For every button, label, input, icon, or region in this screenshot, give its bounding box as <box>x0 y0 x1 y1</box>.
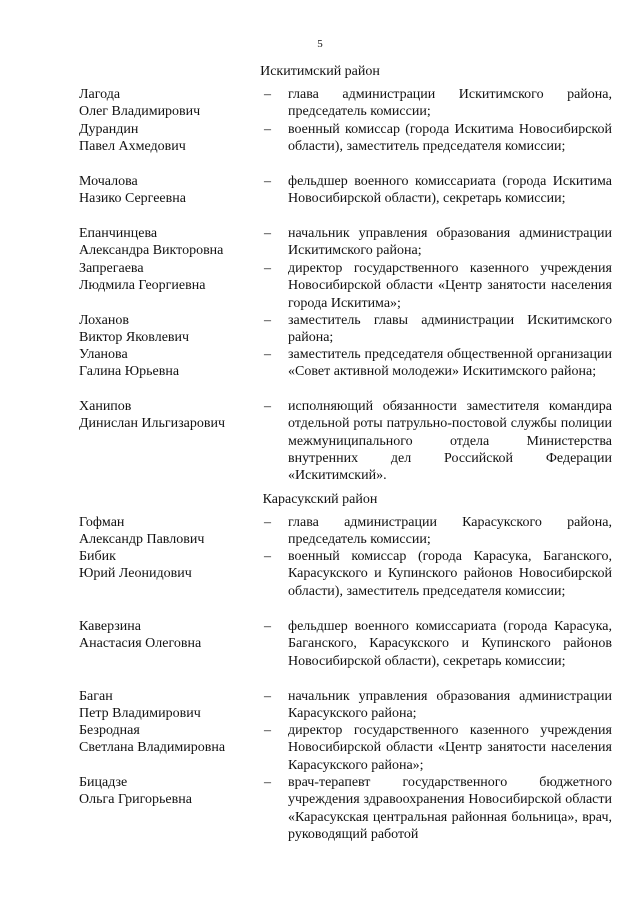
member-name <box>79 774 259 809</box>
member-given-names: Павел Ахмедович <box>79 139 186 155</box>
member-name <box>79 514 259 549</box>
member-role: фельдшер военного комиссариата (города Искитима Новосибирской области), секретарь комиссии; <box>288 174 612 207</box>
separator-dash: – <box>264 399 271 414</box>
member-role: заместитель председателя общественной организации «Совет активной молодежи» Искитимского района; <box>288 347 612 380</box>
member-surname: Каверзина <box>79 619 142 634</box>
member-surname: Бицадзе <box>79 775 128 790</box>
member-surname: Баган <box>79 689 113 704</box>
member-role: военный комиссар (города Карасука, Баганского, Карасукского и Купинского районов Новосибирской области), заместитель председателя комиссии; <box>288 549 612 599</box>
member-role: заместитель главы администрации Искитимского района; <box>288 313 612 346</box>
section-heading-iskitim: Искитимский район <box>260 64 380 79</box>
member-name <box>79 173 259 208</box>
member-surname: Ханипов <box>79 399 132 414</box>
separator-dash: – <box>264 619 271 634</box>
member-role: исполняющий обязанности заместителя командира отдельной роты патрульно-постовой службы полиции межмуниципального отдела Министерства внутренних дел Российской Федерации «Искитимский». <box>288 399 612 484</box>
member-name <box>79 548 259 583</box>
member-role: начальник управления образования администрации Искитимского района; <box>288 226 612 259</box>
separator-dash: – <box>264 347 271 362</box>
separator-dash: – <box>264 775 271 790</box>
separator-dash: – <box>264 122 271 137</box>
member-given-names: Назико Сергеевна <box>79 191 186 207</box>
member-surname: Уланова <box>79 347 128 362</box>
member-given-names: Динислан Ильгизарович <box>79 416 226 432</box>
member-surname: Дурандин <box>79 122 139 137</box>
member-given-names: Анастасия Олеговна <box>79 636 202 652</box>
member-surname: Мочалова <box>79 174 138 189</box>
separator-dash: – <box>264 515 271 530</box>
member-given-names: Светлана Владимировна <box>79 740 226 756</box>
member-name <box>79 398 259 433</box>
member-name <box>79 121 259 156</box>
member-given-names: Александра Викторовна <box>79 243 224 259</box>
member-role: врач-терапевт государственного бюджетного учреждения здравоохранения Новосибирской области «Карасукская центральная районная больница», врач, руководящий работой <box>288 775 612 842</box>
member-given-names: Александр Павлович <box>79 532 205 548</box>
separator-dash: – <box>264 261 271 276</box>
separator-dash: – <box>264 549 271 564</box>
member-given-names: Ольга Григорьевна <box>79 792 192 808</box>
member-name <box>79 688 259 723</box>
member-name <box>79 225 259 260</box>
member-given-names: Петр Владимирович <box>79 706 201 722</box>
separator-dash: – <box>264 174 271 189</box>
member-name <box>79 260 259 295</box>
member-surname: Бибик <box>79 549 116 564</box>
member-surname: Лоханов <box>79 313 129 328</box>
member-given-names: Юрий Леонидович <box>79 566 192 582</box>
member-name <box>79 312 259 347</box>
member-name <box>79 86 259 121</box>
member-surname: Епанчинцева <box>79 226 158 241</box>
member-role: директор государственного казенного учреждения Новосибирской области «Центр занятости населения Карасукского района»; <box>288 723 612 773</box>
member-name <box>79 618 259 653</box>
member-surname: Безродная <box>79 723 140 738</box>
member-surname: Запрегаева <box>79 261 144 276</box>
separator-dash: – <box>264 87 271 102</box>
member-surname: Лагода <box>79 87 121 102</box>
separator-dash: – <box>264 313 271 328</box>
member-role: глава администрации Карасукского района, председатель комиссии; <box>288 515 612 548</box>
member-role: директор государственного казенного учреждения Новосибирской области «Центр занятости населения города Искитима»; <box>288 261 612 311</box>
section-heading-karasuk: Карасукский район <box>262 492 378 507</box>
separator-dash: – <box>264 226 271 241</box>
member-name <box>79 722 259 757</box>
member-given-names: Виктор Яковлевич <box>79 330 190 346</box>
separator-dash: – <box>264 723 271 738</box>
member-given-names: Людмила Георгиевна <box>79 278 206 294</box>
page-number: 5 <box>317 38 323 50</box>
member-role: глава администрации Искитимского района, председатель комиссии; <box>288 87 612 120</box>
separator-dash: – <box>264 689 271 704</box>
member-role: начальник управления образования администрации Карасукского района; <box>288 689 612 722</box>
member-surname: Гофман <box>79 515 125 530</box>
member-role: фельдшер военного комиссариата (города Карасука, Баганского, Карасукского и Купинского районов Новосибирской области), секретарь комиссии; <box>288 619 612 669</box>
member-role: военный комиссар (города Искитима Новосибирской области), заместитель председателя комиссии; <box>288 122 612 155</box>
member-name <box>79 346 259 381</box>
member-given-names: Олег Владимирович <box>79 104 201 120</box>
member-given-names: Галина Юрьевна <box>79 364 180 380</box>
